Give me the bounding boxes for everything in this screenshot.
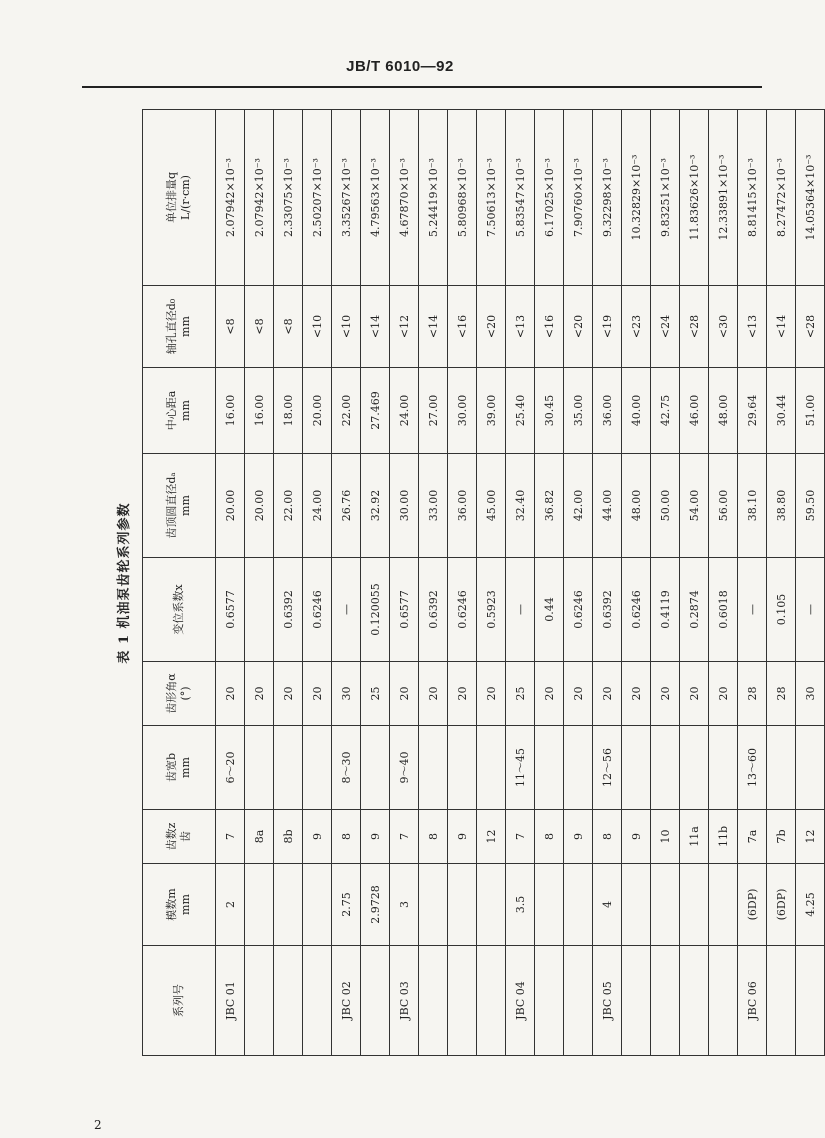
- cell-shift: 0.2874: [680, 558, 709, 662]
- cell-q: 5.24419×10⁻³: [419, 110, 448, 286]
- standard-code: JB/T 6010—92: [346, 58, 454, 75]
- cell-center: 30.45: [535, 368, 564, 454]
- cell-series: [361, 946, 390, 1056]
- table-header: [143, 110, 216, 1056]
- cell-module: [477, 864, 506, 946]
- cell-angle: 20: [680, 662, 709, 726]
- cell-center: 27.00: [419, 368, 448, 454]
- cell-angle: 20: [390, 662, 419, 726]
- column-unit: mm: [179, 495, 192, 516]
- cell-bore: <14: [767, 286, 796, 368]
- cell-teeth: 11b: [709, 810, 738, 864]
- cell-teeth: 7: [506, 810, 535, 864]
- cell-series: JBC 05: [593, 946, 622, 1056]
- cell-width: [709, 726, 738, 810]
- cell-teeth: 9: [361, 810, 390, 864]
- table-row: [274, 110, 303, 1056]
- cell-q: 7.50613×10⁻³: [477, 110, 506, 286]
- column-name: 模数m: [165, 888, 178, 921]
- cell-angle: 30: [332, 662, 361, 726]
- header-rule: [82, 86, 762, 88]
- cell-series: [796, 946, 825, 1056]
- cell-angle: 20: [274, 662, 303, 726]
- cell-bore: <23: [622, 286, 651, 368]
- cell-bore: <28: [680, 286, 709, 368]
- cell-shift: 0.6577: [216, 558, 245, 662]
- cell-center: 16.00: [216, 368, 245, 454]
- cell-width: [448, 726, 477, 810]
- cell-bore: <10: [332, 286, 361, 368]
- cell-width: 12～56: [593, 726, 622, 810]
- cell-module: [709, 864, 738, 946]
- cell-q: 2.07942×10⁻³: [216, 110, 245, 286]
- cell-teeth: 8a: [245, 810, 274, 864]
- column-name: 变位系数x: [172, 584, 185, 635]
- cell-series: JBC 02: [332, 946, 361, 1056]
- cell-center: 22.00: [332, 368, 361, 454]
- cell-center: 42.75: [651, 368, 680, 454]
- column-header: [143, 946, 216, 1056]
- cell-shift: 0.6246: [564, 558, 593, 662]
- cell-angle: 20: [303, 662, 332, 726]
- cell-shift: 0.6246: [303, 558, 332, 662]
- table-row: [332, 110, 361, 1056]
- column-header: [143, 726, 216, 810]
- cell-shift: 0.105: [767, 558, 796, 662]
- cell-bore: <8: [274, 286, 303, 368]
- cell-shift: 0.4119: [651, 558, 680, 662]
- column-name: 轴孔直径d₀: [165, 298, 178, 355]
- cell-teeth: 12: [477, 810, 506, 864]
- cell-q: 5.80968×10⁻³: [448, 110, 477, 286]
- cell-center: 29.64: [738, 368, 767, 454]
- cell-bore: <14: [419, 286, 448, 368]
- cell-q: 8.27472×10⁻³: [767, 110, 796, 286]
- cell-angle: 20: [622, 662, 651, 726]
- cell-bore: <8: [245, 286, 274, 368]
- cell-bore: <20: [564, 286, 593, 368]
- cell-shift: 0.6392: [274, 558, 303, 662]
- cell-width: [622, 726, 651, 810]
- cell-width: [535, 726, 564, 810]
- cell-teeth: 9: [303, 810, 332, 864]
- cell-shift: —: [506, 558, 535, 662]
- cell-teeth: 8: [593, 810, 622, 864]
- table-row: [622, 110, 651, 1056]
- cell-tip: 26.76: [332, 454, 361, 558]
- cell-shift: 0.120055: [361, 558, 390, 662]
- cell-series: [622, 946, 651, 1056]
- table-row: [390, 110, 419, 1056]
- cell-teeth: 10: [651, 810, 680, 864]
- cell-teeth: 9: [564, 810, 593, 864]
- cell-module: (6DP): [738, 864, 767, 946]
- column-header: [143, 454, 216, 558]
- cell-shift: 0.5923: [477, 558, 506, 662]
- cell-teeth: 11a: [680, 810, 709, 864]
- cell-q: 7.90760×10⁻³: [564, 110, 593, 286]
- cell-teeth: 8b: [274, 810, 303, 864]
- cell-angle: 20: [477, 662, 506, 726]
- table-row: [680, 110, 709, 1056]
- cell-bore: <14: [361, 286, 390, 368]
- column-header: [143, 368, 216, 454]
- cell-width: [651, 726, 680, 810]
- table-body: [216, 110, 825, 1056]
- cell-q: 14.05364×10⁻³: [796, 110, 825, 286]
- cell-bore: <19: [593, 286, 622, 368]
- cell-teeth: 8: [332, 810, 361, 864]
- cell-series: [767, 946, 796, 1056]
- cell-series: [709, 946, 738, 1056]
- rotated-table-block: [108, 110, 817, 1056]
- table-row: [419, 110, 448, 1056]
- cell-tip: 36.82: [535, 454, 564, 558]
- cell-bore: <13: [738, 286, 767, 368]
- cell-center: 24.00: [390, 368, 419, 454]
- cell-q: 3.35267×10⁻³: [332, 110, 361, 286]
- cell-tip: 56.00: [709, 454, 738, 558]
- cell-q: 12.33891×10⁻³: [709, 110, 738, 286]
- column-unit: mm: [179, 400, 192, 421]
- table-row: [477, 110, 506, 1056]
- column-header: [143, 810, 216, 864]
- cell-tip: 22.00: [274, 454, 303, 558]
- cell-series: [564, 946, 593, 1056]
- cell-angle: 20: [216, 662, 245, 726]
- cell-center: 46.00: [680, 368, 709, 454]
- cell-bore: <10: [303, 286, 332, 368]
- cell-center: 35.00: [564, 368, 593, 454]
- cell-tip: 36.00: [448, 454, 477, 558]
- cell-center: 20.00: [303, 368, 332, 454]
- column-name: 系列号: [172, 984, 185, 1017]
- cell-module: [303, 864, 332, 946]
- cell-teeth: 9: [448, 810, 477, 864]
- table-row: [216, 110, 245, 1056]
- cell-series: JBC 04: [506, 946, 535, 1056]
- cell-module: [245, 864, 274, 946]
- column-unit: mm: [179, 316, 192, 337]
- cell-width: 6～20: [216, 726, 245, 810]
- cell-teeth: 8: [535, 810, 564, 864]
- cell-center: 36.00: [593, 368, 622, 454]
- cell-q: 8.81415×10⁻³: [738, 110, 767, 286]
- cell-center: 30.00: [448, 368, 477, 454]
- cell-module: [448, 864, 477, 946]
- cell-q: 2.50207×10⁻³: [303, 110, 332, 286]
- column-header: [143, 662, 216, 726]
- column-header: [143, 286, 216, 368]
- column-name: 单位排量q: [165, 171, 178, 224]
- cell-angle: 28: [767, 662, 796, 726]
- cell-angle: 20: [651, 662, 680, 726]
- cell-q: 10.32829×10⁻³: [622, 110, 651, 286]
- cell-shift: —: [332, 558, 361, 662]
- cell-shift: 0.6246: [622, 558, 651, 662]
- cell-tip: 20.00: [245, 454, 274, 558]
- cell-tip: 44.00: [593, 454, 622, 558]
- cell-series: [651, 946, 680, 1056]
- cell-angle: 30: [796, 662, 825, 726]
- cell-width: [796, 726, 825, 810]
- cell-teeth: 7b: [767, 810, 796, 864]
- column-unit: mm: [179, 894, 192, 915]
- cell-q: 2.33075×10⁻³: [274, 110, 303, 286]
- table-row: [651, 110, 680, 1056]
- cell-shift: [245, 558, 274, 662]
- cell-bore: <12: [390, 286, 419, 368]
- table-row: [738, 110, 767, 1056]
- cell-center: 48.00: [709, 368, 738, 454]
- cell-module: 3: [390, 864, 419, 946]
- table-row: [361, 110, 390, 1056]
- cell-tip: 54.00: [680, 454, 709, 558]
- cell-series: JBC 01: [216, 946, 245, 1056]
- table-row: [535, 110, 564, 1056]
- column-unit: (°): [179, 686, 192, 701]
- cell-series: JBC 03: [390, 946, 419, 1056]
- cell-q: 4.67870×10⁻³: [390, 110, 419, 286]
- cell-series: [419, 946, 448, 1056]
- cell-series: [274, 946, 303, 1056]
- cell-bore: <8: [216, 286, 245, 368]
- cell-shift: 0.44: [535, 558, 564, 662]
- column-name: 中心距a: [165, 390, 178, 431]
- cell-bore: <28: [796, 286, 825, 368]
- cell-q: 6.17025×10⁻³: [535, 110, 564, 286]
- cell-tip: 45.00: [477, 454, 506, 558]
- cell-shift: —: [796, 558, 825, 662]
- column-name: 齿宽b: [165, 752, 178, 783]
- cell-q: 5.83547×10⁻³: [506, 110, 535, 286]
- cell-q: 9.83251×10⁻³: [651, 110, 680, 286]
- cell-center: 18.00: [274, 368, 303, 454]
- cell-tip: 50.00: [651, 454, 680, 558]
- cell-shift: 0.6392: [593, 558, 622, 662]
- cell-module: [564, 864, 593, 946]
- column-name: 齿数z: [165, 822, 178, 851]
- cell-teeth: 7a: [738, 810, 767, 864]
- cell-series: [245, 946, 274, 1056]
- cell-tip: 32.40: [506, 454, 535, 558]
- cell-width: [477, 726, 506, 810]
- cell-series: [680, 946, 709, 1056]
- cell-angle: 25: [361, 662, 390, 726]
- cell-angle: 20: [709, 662, 738, 726]
- cell-center: 27.469: [361, 368, 390, 454]
- cell-center: 30.44: [767, 368, 796, 454]
- column-header: [143, 110, 216, 286]
- cell-module: 2.9728: [361, 864, 390, 946]
- cell-bore: <13: [506, 286, 535, 368]
- cell-center: 25.40: [506, 368, 535, 454]
- cell-tip: 59.50: [796, 454, 825, 558]
- cell-width: 8～30: [332, 726, 361, 810]
- cell-module: 2.75: [332, 864, 361, 946]
- cell-tip: 42.00: [564, 454, 593, 558]
- cell-angle: 20: [419, 662, 448, 726]
- cell-center: 51.00: [796, 368, 825, 454]
- cell-width: [564, 726, 593, 810]
- cell-angle: 25: [506, 662, 535, 726]
- cell-angle: 28: [738, 662, 767, 726]
- cell-tip: 38.10: [738, 454, 767, 558]
- cell-bore: <16: [448, 286, 477, 368]
- table-title: 表 1 机油泵齿轮系列参数: [117, 502, 132, 664]
- cell-tip: 48.00: [622, 454, 651, 558]
- column-name: 齿顶圆直径dₐ: [165, 472, 178, 539]
- cell-q: 9.32298×10⁻³: [593, 110, 622, 286]
- cell-angle: 20: [448, 662, 477, 726]
- cell-series: [535, 946, 564, 1056]
- cell-width: 9～40: [390, 726, 419, 810]
- column-unit: L/(r·cm): [179, 175, 192, 220]
- cell-module: 3.5: [506, 864, 535, 946]
- cell-shift: 0.6577: [390, 558, 419, 662]
- cell-center: 39.00: [477, 368, 506, 454]
- cell-width: [303, 726, 332, 810]
- cell-module: [274, 864, 303, 946]
- cell-tip: 32.92: [361, 454, 390, 558]
- table-row: [506, 110, 535, 1056]
- cell-module: [680, 864, 709, 946]
- cell-width: [419, 726, 448, 810]
- cell-teeth: 7: [216, 810, 245, 864]
- cell-module: 4.25: [796, 864, 825, 946]
- table-row: [564, 110, 593, 1056]
- cell-shift: 0.6018: [709, 558, 738, 662]
- cell-width: [245, 726, 274, 810]
- cell-series: [477, 946, 506, 1056]
- cell-bore: <16: [535, 286, 564, 368]
- cell-width: [274, 726, 303, 810]
- cell-width: 13～60: [738, 726, 767, 810]
- cell-series: [303, 946, 332, 1056]
- cell-shift: —: [738, 558, 767, 662]
- cell-angle: 20: [564, 662, 593, 726]
- column-unit: mm: [179, 757, 192, 778]
- table-row: [593, 110, 622, 1056]
- cell-module: [622, 864, 651, 946]
- cell-bore: <24: [651, 286, 680, 368]
- table-row: [767, 110, 796, 1056]
- table-row: [448, 110, 477, 1056]
- cell-teeth: 7: [390, 810, 419, 864]
- page-number: 2: [94, 1118, 102, 1132]
- cell-center: 16.00: [245, 368, 274, 454]
- cell-tip: 30.00: [390, 454, 419, 558]
- column-header: [143, 558, 216, 662]
- cell-q: 2.07942×10⁻³: [245, 110, 274, 286]
- cell-module: [419, 864, 448, 946]
- cell-width: [361, 726, 390, 810]
- cell-series: [448, 946, 477, 1056]
- cell-shift: 0.6392: [419, 558, 448, 662]
- cell-tip: 20.00: [216, 454, 245, 558]
- table-row: [709, 110, 738, 1056]
- column-unit: 齿: [179, 831, 192, 842]
- cell-q: 11.83626×10⁻³: [680, 110, 709, 286]
- cell-shift: 0.6246: [448, 558, 477, 662]
- cell-module: [535, 864, 564, 946]
- cell-tip: 24.00: [303, 454, 332, 558]
- cell-teeth: 9: [622, 810, 651, 864]
- cell-module: [651, 864, 680, 946]
- cell-bore: <20: [477, 286, 506, 368]
- cell-module: 2: [216, 864, 245, 946]
- cell-angle: 20: [535, 662, 564, 726]
- cell-angle: 20: [593, 662, 622, 726]
- cell-series: JBC 06: [738, 946, 767, 1056]
- cell-width: [767, 726, 796, 810]
- table-row: [245, 110, 274, 1056]
- cell-width: 11～45: [506, 726, 535, 810]
- cell-center: 40.00: [622, 368, 651, 454]
- cell-angle: 20: [245, 662, 274, 726]
- cell-teeth: 8: [419, 810, 448, 864]
- column-header: [143, 864, 216, 946]
- cell-width: [680, 726, 709, 810]
- cell-module: 4: [593, 864, 622, 946]
- cell-teeth: 12: [796, 810, 825, 864]
- cell-tip: 33.00: [419, 454, 448, 558]
- cell-q: 4.79563×10⁻³: [361, 110, 390, 286]
- table-row: [303, 110, 332, 1056]
- cell-bore: <30: [709, 286, 738, 368]
- column-name: 齿形角α: [165, 673, 178, 714]
- cell-tip: 38.80: [767, 454, 796, 558]
- table-row: [796, 110, 825, 1056]
- cell-module: (6DP): [767, 864, 796, 946]
- gear-parameters-table: [142, 109, 825, 1056]
